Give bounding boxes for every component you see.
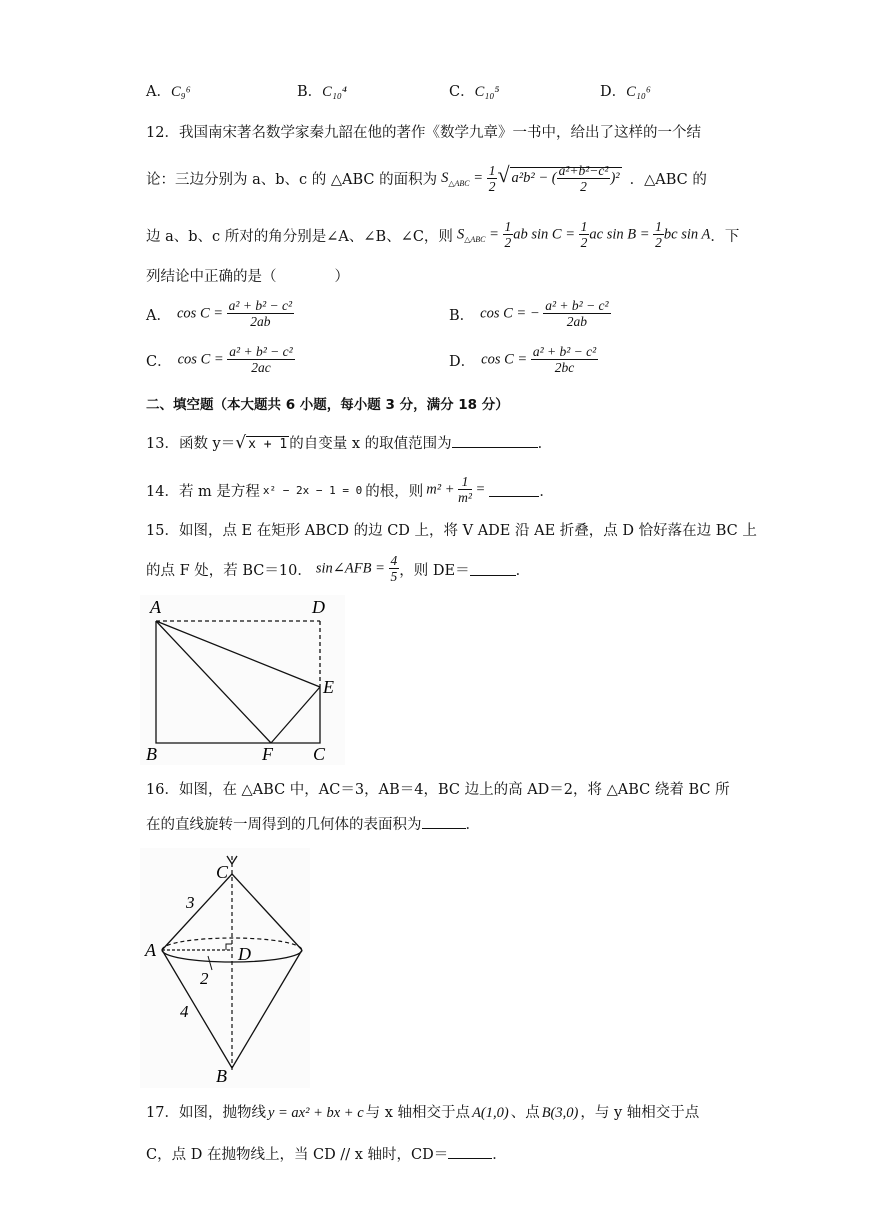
q13: 13．函数 y＝√ x + 1 的自变量 x 的取值范围为 ． <box>146 433 553 453</box>
q17-parabola: y = ax² + bx + c <box>267 1105 364 1121</box>
q16-line2-text: 在的直线旋转一周得到的几何体的表面积为 <box>146 817 422 833</box>
q14-equation: x² − 2x − 1 = 0 <box>262 483 363 497</box>
q13-text-post: 的自变量 x 的取值范围为 <box>289 436 452 452</box>
label-B: B <box>146 744 157 764</box>
q16-answer-blank[interactable] <box>422 816 466 829</box>
q13-radicand: x + 1 <box>248 437 288 452</box>
q11-option-b-value: C₁₀⁴ <box>322 84 347 100</box>
q16-double-cone-figure <box>140 848 310 1088</box>
q14-text: 14．若 m 是方程 <box>146 483 260 500</box>
q17-line1-text: 17．如图，抛物线 <box>146 1105 266 1121</box>
label-E: E <box>323 677 334 697</box>
q12-line2-text: 论：三边分别为 a、b、c 的 △ABC 的面积为 <box>146 171 438 188</box>
q15-line1: 15．如图，点 E 在矩形 ABCD 的边 CD 上，将 V ADE 沿 AE 折叠，点 D 恰好落在边 BC 上 <box>146 523 757 539</box>
q17-line1-mid2: 、点 <box>510 1105 540 1121</box>
q17-line1-post: ，与 y 轴相交于点 <box>580 1105 700 1121</box>
q16-end: ． <box>465 817 480 833</box>
q15-line2: 的点 F 处，若 BC＝10． sin∠AFB = $\frac{4}{5}$ ，则 DE＝ ． <box>146 553 531 584</box>
q11-option-c <box>449 80 499 101</box>
label-C-cone: C <box>216 862 229 882</box>
label-A: A <box>150 597 161 617</box>
q12-option-c: C． cos C = $\frac{\text{a² + b² − c²}}{2ac}$ <box>146 344 293 375</box>
q12-option-b-label: B． <box>449 307 475 324</box>
q11-option-a-label: A． <box>146 84 171 100</box>
q12-option-a-label: A． <box>146 307 171 324</box>
label-D-cone: D <box>238 944 251 964</box>
q11-option-d-value: C₁₀⁶ <box>626 84 651 100</box>
q17-point-a: A(1,0) <box>472 1105 509 1121</box>
q13-end: ． <box>537 436 553 452</box>
q14: 14．若 m 是方程 x² − 2x − 1 = 0 的根，则 m² + $\frac{1}{\text{m²}}$ = ． <box>146 474 554 505</box>
label-D: D <box>312 597 325 617</box>
label-A-cone: A <box>145 940 156 960</box>
q12-line4: 列结论中正确的是（ ） <box>146 269 349 285</box>
q14-text-mid: 的根，则 <box>365 483 424 500</box>
q15-line2-end: ． <box>515 562 531 579</box>
q12-line3 <box>146 219 739 251</box>
q11-option-c-value: C₁₀⁵ <box>474 84 500 100</box>
q12-option-d-label: D． <box>449 353 476 370</box>
q17-end: ． <box>492 1147 507 1163</box>
q12-area-formula: $S_{\triangle ABC}$ = $\frac{1}{2}$ ab sin C = $\frac{1}{2}$ ac sin B = $\frac{1}{2}$ bc sin A <box>456 219 711 250</box>
label-F: F <box>262 744 273 764</box>
q14-end: ． <box>539 483 554 500</box>
q15-rectangle-figure <box>140 595 345 765</box>
q17-line1-mid1: 与 x 轴相交于点 <box>365 1105 471 1121</box>
q17-point-b: B(3,0) <box>541 1105 579 1121</box>
q11-option-a-value: C₉⁶ <box>170 84 191 100</box>
q11-option-d <box>600 80 651 101</box>
q17-line2 <box>146 1143 507 1164</box>
label-C: C <box>313 744 326 764</box>
label-3: 3 <box>186 893 195 912</box>
q11-options <box>146 80 191 101</box>
q11-option-c-label: C． <box>449 84 475 100</box>
q12-line3-text: 边 a、b、c 所对的角分别是∠A、∠B、∠C，则 <box>146 228 453 245</box>
q11-option-d-label: D． <box>600 84 627 100</box>
q13-text: 13．函数 y＝ <box>146 436 236 452</box>
q16-line2 <box>146 813 480 834</box>
q12-line2 <box>146 162 707 195</box>
q11-option-b <box>297 80 347 101</box>
q12-line3-end: ．下 <box>710 228 740 245</box>
q12-line2-end: ．△ABC 的 <box>629 171 707 188</box>
q12-option-c-label: C． <box>146 353 172 370</box>
label-4: 4 <box>180 1002 189 1021</box>
q12-heron-formula: $S_{\triangle ABC}$ = $\frac{1}{2}$ √ a²b² − ( $\frac{\text{a²+b²−c²}}{2}$ )² <box>441 162 620 194</box>
label-B-cone: B <box>216 1066 227 1086</box>
q15-answer-blank[interactable] <box>470 563 516 576</box>
label-2: 2 <box>200 969 209 988</box>
q12-option-b: B． cos C = − $\frac{\text{a² + b² − c²}}{2ab}$ <box>449 298 609 329</box>
q14-answer-blank[interactable] <box>489 484 539 497</box>
q17-answer-blank[interactable] <box>448 1146 492 1159</box>
q12-option-d: D． cos C = $\frac{\text{a² + b² − c²}}{2bc}$ <box>449 344 597 375</box>
q15-line2-text: 的点 F 处，若 BC＝10． <box>146 562 312 579</box>
q15-line2-mid: ，则 DE＝ <box>399 562 470 579</box>
section-title: 二、填空题（本大题共 6 小题，每小题 3 分，满分 18 分） <box>146 397 509 413</box>
q11-option-b-label: B． <box>297 84 323 100</box>
q12-option-a: A． cos C = $\frac{\text{a² + b² − c²}}{2ab}$ <box>146 298 293 329</box>
q13-answer-blank[interactable] <box>452 435 538 448</box>
q17-line1 <box>146 1101 699 1122</box>
q17-line2-text: C，点 D 在抛物线上，当 CD // x 轴时，CD＝ <box>146 1147 449 1163</box>
q12-line1: 12．我国南宋著名数学家秦九韶在他的著作《数学九章》一书中，给出了这样的一个结 <box>146 125 701 141</box>
q16-line1: 16．如图，在 △ABC 中，AC＝3，AB＝4，BC 边上的高 AD＝2，将 △ABC 绕着 BC 所 <box>146 782 730 798</box>
